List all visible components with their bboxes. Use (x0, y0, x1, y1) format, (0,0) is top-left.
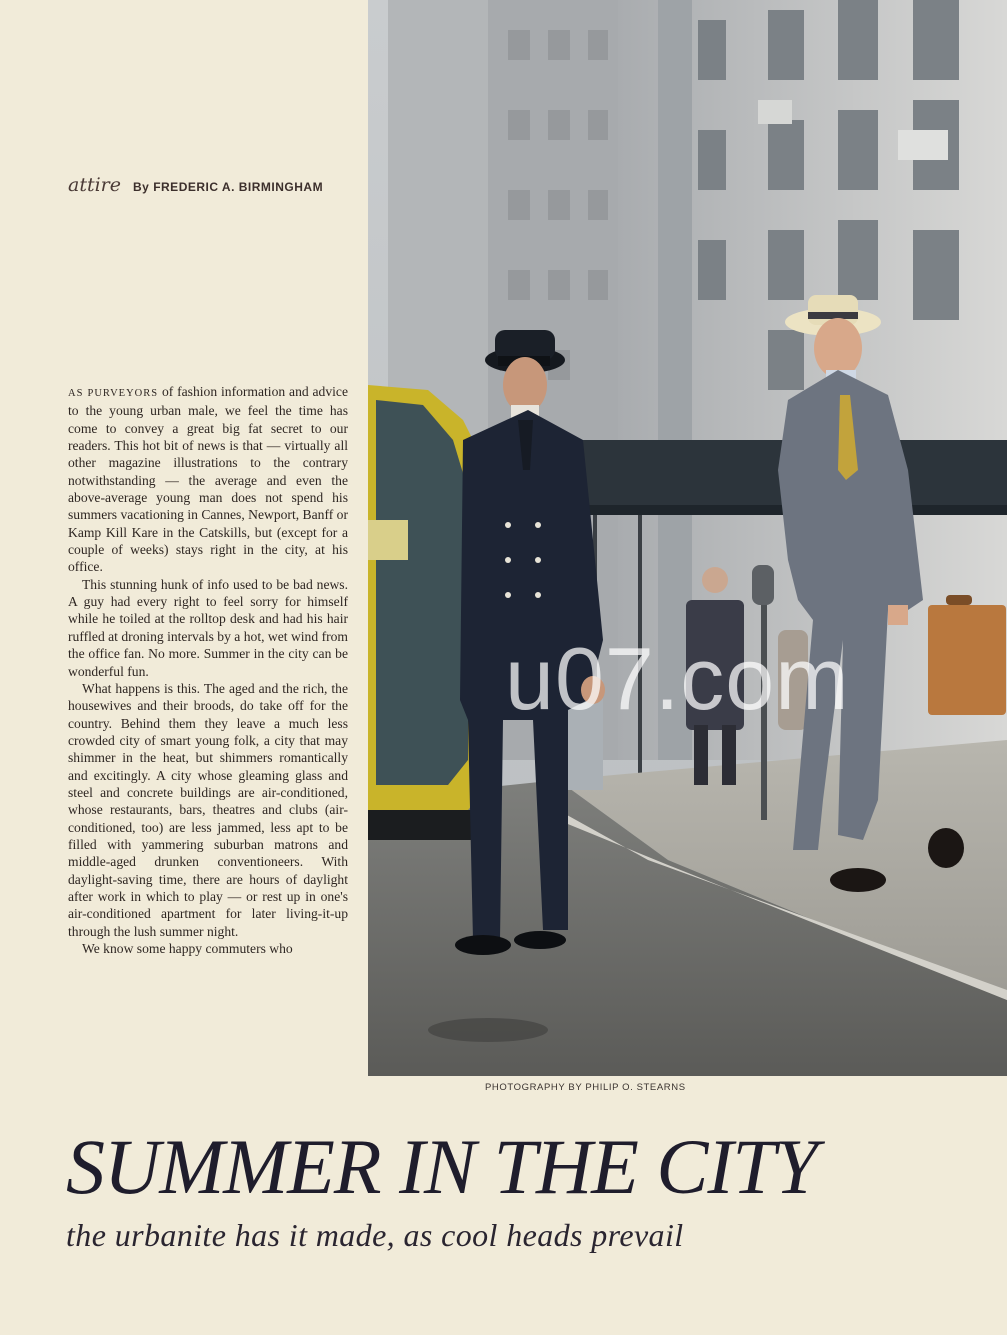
section-label: attire (68, 174, 122, 196)
paragraph-text: of fashion information and advice to the young urban male, we feel the time has come to convey a great big fat secret to our readers. This hot bit of news is that — virtually all other magazine illustrations to the contrary notwithstanding — the average and even the above-average young man does not spend his summers vacationing in Cannes, Newport, Banff or Kamp Kill Kare in the Catskills, but (except for a couple of weeks) stays right in the city, at his office. (68, 384, 348, 575)
photograph (368, 0, 1007, 1076)
lead-in: AS PURVEYORS (68, 388, 159, 399)
article-paragraph: What happens is this. The aged and the rich, the housewives and their broods, do take off for the country. Behind them they leave a much less crowded city of smart young folk, a city that may shimmer in the heat, but shimmers romantically and excitingly. A city whose gleaming glass and steel and concrete buildings are air-conditioned, whose restaurants, bars, theatres and clubs (air-conditioned, too) are less jammed, less apt to be filled with yammering suburban matrons and middle-aged drunken conventioneers. With daylight-saving time, there are hours of daylight after work in which to play — or rest up in one's air-conditioned apartment for later living-it-up through the lush summer night. (68, 680, 348, 939)
subheadline: the urbanite has it made, as cool heads prevail (66, 1217, 684, 1253)
author-byline: By FREDERIC A. BIRMINGHAM (133, 180, 324, 194)
watermark-text: u07.com (505, 629, 850, 728)
street-scene-illustration (368, 0, 1007, 1076)
article-paragraph (68, 383, 348, 576)
article-body (68, 383, 348, 957)
article-paragraph: We know some happy commuters who (82, 941, 293, 956)
kicker (68, 174, 323, 196)
headline: SUMMER IN THE CITY (66, 1123, 818, 1210)
article-paragraph: This stunning hunk of info used to be bad news. A guy had every right to feel sorry for himself while he toiled at the rolltop desk and had his hair ruffled at droning intervals by a hot, wet wind from the office fan. No more. Summer in the city can be wonderful fun. (68, 576, 348, 679)
photo-credit: PHOTOGRAPHY BY PHILIP O. STEARNS (485, 1082, 686, 1093)
